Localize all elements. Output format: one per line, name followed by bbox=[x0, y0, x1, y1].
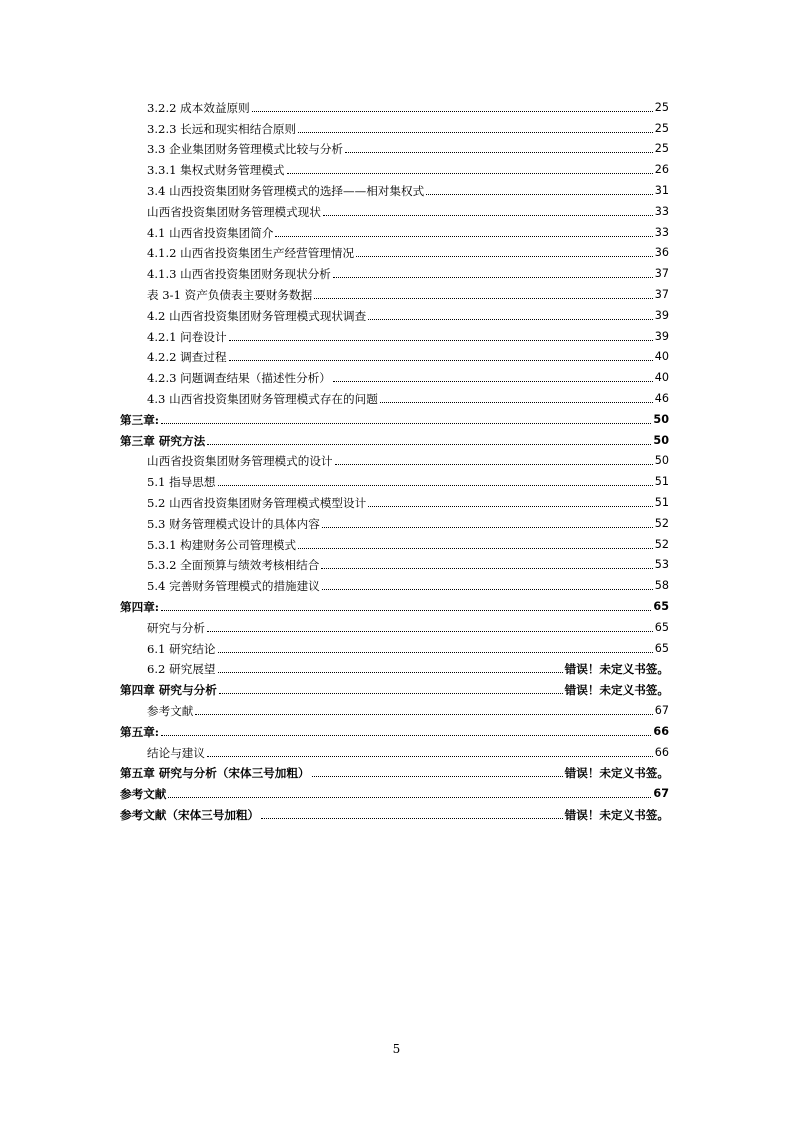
toc-entry-title: 参考文献（宋体三号加粗） bbox=[120, 807, 260, 822]
toc-dot-leader bbox=[275, 236, 652, 237]
toc-entry-page: 50 bbox=[654, 454, 669, 468]
toc-entry-page: 33 bbox=[654, 204, 669, 218]
toc-dot-leader bbox=[322, 589, 653, 590]
toc-dot-leader bbox=[218, 672, 563, 673]
toc-entry[interactable] bbox=[120, 406, 669, 427]
toc-entry-title: 4.2.3 问题调查结果（描述性分析） bbox=[147, 371, 331, 386]
toc-entry-page: 53 bbox=[654, 558, 669, 572]
toc-dot-leader bbox=[218, 485, 653, 486]
toc-dot-leader bbox=[368, 506, 653, 507]
toc-entry-title: 5.3.1 构建财务公司管理模式 bbox=[147, 537, 297, 552]
toc-entry-page: 52 bbox=[654, 516, 669, 530]
toc-entry[interactable] bbox=[120, 614, 669, 635]
toc-entry-page: 37 bbox=[654, 267, 669, 281]
toc-entry-page: 65 bbox=[654, 641, 669, 655]
page-number: 5 bbox=[392, 1042, 401, 1056]
toc-entry-page: 66 bbox=[653, 724, 669, 738]
toc-entry-page: 错误！未定义书签。 bbox=[564, 662, 669, 677]
toc-entry[interactable] bbox=[120, 385, 669, 406]
toc-dot-leader bbox=[161, 610, 651, 611]
toc-entry-page: 51 bbox=[654, 495, 669, 509]
toc-entry[interactable] bbox=[120, 115, 669, 136]
toc-entry-page: 39 bbox=[654, 308, 669, 322]
toc-entry-title: 4.2 山西省投资集团财务管理模式现状调查 bbox=[147, 308, 367, 323]
toc-dot-leader bbox=[333, 277, 653, 278]
toc-entry-page: 67 bbox=[654, 703, 669, 717]
toc-entry-title: 山西省投资集团财务管理模式的设计 bbox=[147, 454, 333, 469]
toc-entry-title: 4.1.2 山西省投资集团生产经营管理情况 bbox=[147, 246, 355, 261]
toc-dot-leader bbox=[426, 194, 653, 195]
toc-entry[interactable] bbox=[120, 572, 669, 593]
toc-dot-leader bbox=[298, 132, 653, 133]
table-of-contents bbox=[120, 94, 669, 822]
toc-entry[interactable] bbox=[120, 635, 669, 656]
toc-dot-leader bbox=[312, 776, 563, 777]
toc-entry-page: 51 bbox=[654, 475, 669, 489]
toc-entry-page: 58 bbox=[654, 579, 669, 593]
toc-entry[interactable] bbox=[120, 156, 669, 177]
toc-entry-title: 4.3 山西省投资集团财务管理模式存在的问题 bbox=[147, 391, 378, 406]
toc-entry[interactable] bbox=[120, 593, 669, 614]
toc-entry-title: 第三章: bbox=[120, 412, 160, 427]
toc-entry-page: 50 bbox=[653, 412, 669, 426]
toc-entry-page: 37 bbox=[654, 287, 669, 301]
toc-entry-page: 36 bbox=[654, 246, 669, 260]
toc-dot-leader bbox=[345, 152, 653, 153]
toc-entry-title: 第五章: bbox=[120, 724, 160, 739]
toc-entry[interactable] bbox=[120, 364, 669, 385]
toc-entry-page: 65 bbox=[654, 620, 669, 634]
toc-dot-leader bbox=[380, 402, 653, 403]
toc-entry[interactable] bbox=[120, 448, 669, 469]
toc-entry-title: 3.3.1 集权式财务管理模式 bbox=[147, 163, 285, 178]
toc-entry[interactable] bbox=[120, 656, 669, 677]
toc-dot-leader bbox=[218, 652, 653, 653]
toc-entry[interactable] bbox=[120, 718, 669, 739]
toc-entry[interactable] bbox=[120, 344, 669, 365]
toc-entry-page: 25 bbox=[654, 121, 669, 135]
toc-entry-page: 52 bbox=[654, 537, 669, 551]
toc-entry[interactable] bbox=[120, 136, 669, 157]
toc-entry-page: 66 bbox=[654, 745, 669, 759]
toc-entry-title: 第三章 研究方法 bbox=[120, 433, 206, 448]
toc-entry-title: 4.1 山西省投资集团简介 bbox=[147, 225, 274, 240]
toc-entry-title: 3.3 企业集团财务管理模式比较与分析 bbox=[147, 142, 344, 157]
toc-entry[interactable] bbox=[120, 468, 669, 489]
toc-entry-title: 3.2.2 成本效益原则 bbox=[147, 100, 250, 115]
toc-entry-title: 4.2.2 调查过程 bbox=[147, 350, 227, 365]
toc-entry-page: 错误！未定义书签。 bbox=[564, 807, 669, 822]
toc-entry[interactable] bbox=[120, 198, 669, 219]
toc-entry-page: 40 bbox=[654, 371, 669, 385]
toc-dot-leader bbox=[229, 340, 653, 341]
toc-dot-leader bbox=[368, 319, 653, 320]
toc-entry[interactable] bbox=[120, 427, 669, 448]
toc-entry-title: 4.1.3 山西省投资集团财务现状分析 bbox=[147, 267, 331, 282]
toc-dot-leader bbox=[219, 693, 563, 694]
toc-entry-page: 31 bbox=[654, 183, 669, 197]
toc-entry-title: 6.1 研究结论 bbox=[147, 641, 216, 656]
toc-entry-page: 25 bbox=[654, 142, 669, 156]
toc-entry-title: 研究与分析 bbox=[147, 620, 205, 635]
toc-entry-page: 65 bbox=[653, 599, 669, 613]
toc-entry-title: 结论与建议 bbox=[147, 745, 205, 760]
toc-dot-leader bbox=[321, 568, 652, 569]
toc-entry-title: 6.2 研究展望 bbox=[147, 662, 216, 677]
toc-dot-leader bbox=[287, 173, 653, 174]
toc-entry-title: 5.2 山西省投资集团财务管理模式模型设计 bbox=[147, 495, 367, 510]
toc-entry-title: 第四章: bbox=[120, 599, 160, 614]
toc-entry-page: 40 bbox=[654, 350, 669, 364]
toc-entry[interactable] bbox=[120, 94, 669, 115]
toc-dot-leader bbox=[298, 548, 653, 549]
toc-entry[interactable] bbox=[120, 302, 669, 323]
toc-entry[interactable] bbox=[120, 531, 669, 552]
toc-dot-leader bbox=[356, 256, 653, 257]
toc-dot-leader bbox=[195, 714, 652, 715]
toc-entry[interactable] bbox=[120, 510, 669, 531]
toc-entry-title: 3.4 山西投资集团财务管理模式的选择——相对集权式 bbox=[147, 183, 425, 198]
toc-entry-title: 4.2.1 问卷设计 bbox=[147, 329, 227, 344]
toc-entry-page: 33 bbox=[654, 225, 669, 239]
toc-dot-leader bbox=[207, 756, 653, 757]
toc-dot-leader bbox=[252, 111, 653, 112]
toc-entry-title: 5.3 财务管理模式设计的具体内容 bbox=[147, 516, 320, 531]
toc-entry-page: 26 bbox=[654, 163, 669, 177]
toc-dot-leader bbox=[161, 423, 651, 424]
toc-entry[interactable] bbox=[120, 760, 669, 781]
toc-dot-leader bbox=[314, 298, 653, 299]
toc-entry[interactable] bbox=[120, 489, 669, 510]
toc-entry-title: 参考文献 bbox=[147, 703, 194, 718]
toc-entry[interactable] bbox=[120, 552, 669, 573]
toc-entry-page: 39 bbox=[654, 329, 669, 343]
toc-entry[interactable] bbox=[120, 323, 669, 344]
toc-entry-page: 25 bbox=[654, 100, 669, 114]
toc-dot-leader bbox=[207, 444, 651, 445]
toc-dot-leader bbox=[335, 464, 653, 465]
toc-entry[interactable] bbox=[120, 739, 669, 760]
toc-entry[interactable] bbox=[120, 697, 669, 718]
toc-entry[interactable] bbox=[120, 281, 669, 302]
toc-entry[interactable] bbox=[120, 260, 669, 281]
toc-entry[interactable] bbox=[120, 676, 669, 697]
toc-entry-title: 山西省投资集团财务管理模式现状 bbox=[147, 204, 321, 219]
toc-entry-page: 错误！未定义书签。 bbox=[564, 683, 669, 698]
toc-entry[interactable] bbox=[120, 177, 669, 198]
toc-dot-leader bbox=[207, 631, 653, 632]
toc-entry-page: 50 bbox=[653, 433, 669, 447]
toc-entry[interactable] bbox=[120, 780, 669, 801]
toc-dot-leader bbox=[168, 797, 651, 798]
toc-entry-title: 参考文献 bbox=[120, 787, 167, 802]
toc-entry-title: 5.3.2 全面预算与绩效考核相结合 bbox=[147, 558, 320, 573]
toc-dot-leader bbox=[323, 215, 653, 216]
toc-entry-page: 错误！未定义书签。 bbox=[564, 766, 669, 781]
toc-entry[interactable] bbox=[120, 801, 669, 822]
toc-entry-title: 第四章 研究与分析 bbox=[120, 683, 217, 698]
toc-entry-title: 表 3-1 资产负债表主要财务数据 bbox=[147, 287, 313, 302]
toc-entry-page: 46 bbox=[654, 391, 669, 405]
toc-dot-leader bbox=[322, 527, 653, 528]
toc-dot-leader bbox=[161, 735, 651, 736]
toc-entry[interactable] bbox=[120, 219, 669, 240]
toc-dot-leader bbox=[261, 818, 563, 819]
toc-dot-leader bbox=[229, 360, 653, 361]
toc-entry-title: 5.4 完善财务管理模式的措施建议 bbox=[147, 579, 320, 594]
toc-entry-title: 5.1 指导思想 bbox=[147, 475, 216, 490]
toc-entry-title: 第五章 研究与分析（宋体三号加粗） bbox=[120, 766, 310, 781]
toc-dot-leader bbox=[333, 381, 653, 382]
toc-entry[interactable] bbox=[120, 240, 669, 261]
toc-entry-title: 3.2.3 长远和现实相结合原则 bbox=[147, 121, 297, 136]
toc-entry-page: 67 bbox=[653, 787, 669, 801]
